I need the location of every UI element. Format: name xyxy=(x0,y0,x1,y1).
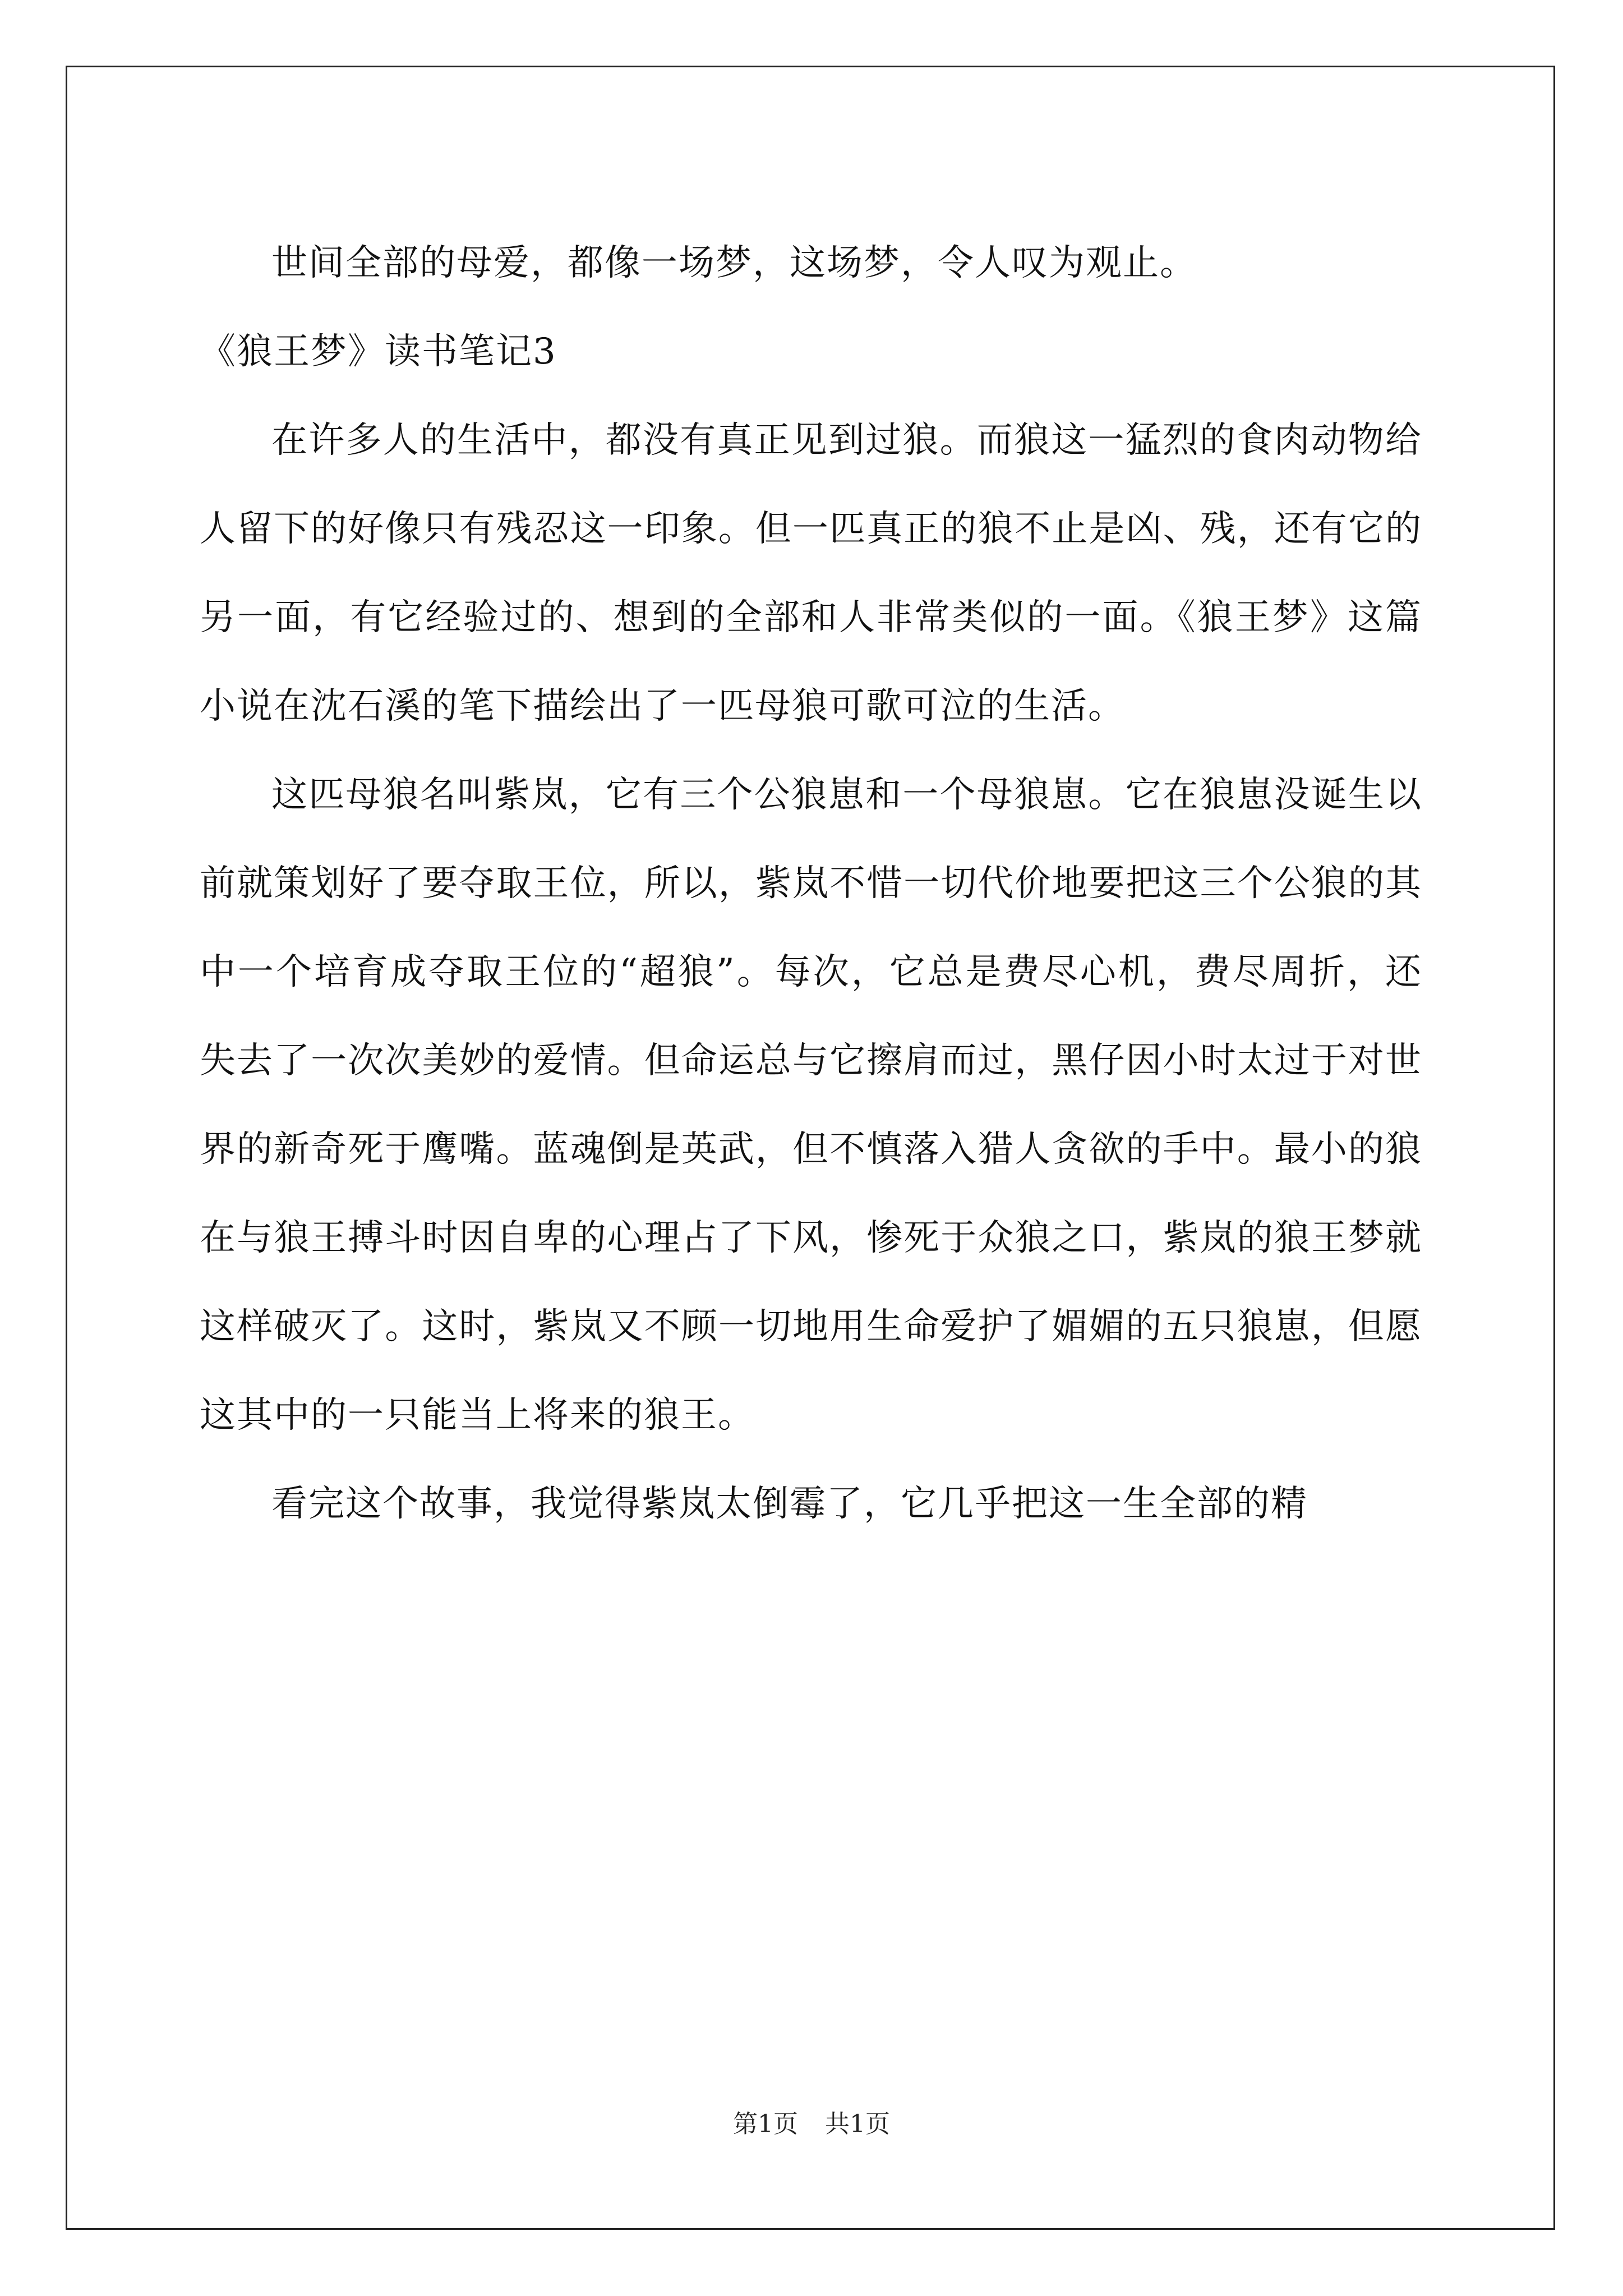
paragraph-reflection: 看完这个故事，我觉得紫岚太倒霉了，它几乎把这一生全部的精 xyxy=(271,1483,1308,1525)
paragraph-closing-line: 世间全部的母爱，都像一场梦，这场梦，令人叹为观止。 xyxy=(271,242,1197,284)
document-body xyxy=(200,219,1422,1548)
page-total: 共1页 xyxy=(825,2110,890,2138)
paragraph-intro: 在许多人的生活中，都没有真正见到过狼。而狼这一猛烈的食肉动物给人留下的好像只有残忍这一印象。但一匹真正的狼不止是凶、残，还有它的另一面，有它经验过的、想到的全部和人非常类似的一面。《狼王梦》这篇小说在沈石溪的笔下描绘出了一匹母狼可歌可泣的生活。 xyxy=(200,420,1422,727)
paragraph-story: 这匹母狼名叫紫岚，它有三个公狼崽和一个母狼崽。它在狼崽没诞生以前就策划好了要夺取王位，所以，紫岚不惜一切代价地要把这三个公狼的其中一个培育成夺取王位的“超狼”。每次，它总是费尽心机，费尽周折，还失去了一次次美妙的爱情。但命运总与它擦肩而过，黑仔因小时太过于对世界的新奇死于鹰嘴。蓝魂倒是英武，但不慎落入猎人贪欲的手中。最小的狼在与狼王搏斗时因自卑的心理占了下风，惨死于众狼之口，紫岚的狼王梦就这样破灭了。这时，紫岚又不顾一切地用生命爱护了媚媚的五只狼崽，但愿这其中的一只能当上将来的狼王。 xyxy=(200,774,1422,1436)
page-number: 第1页 xyxy=(733,2110,798,2138)
section-heading: 《狼王梦》读书笔记3 xyxy=(200,331,557,372)
page-footer xyxy=(0,2104,1623,2139)
